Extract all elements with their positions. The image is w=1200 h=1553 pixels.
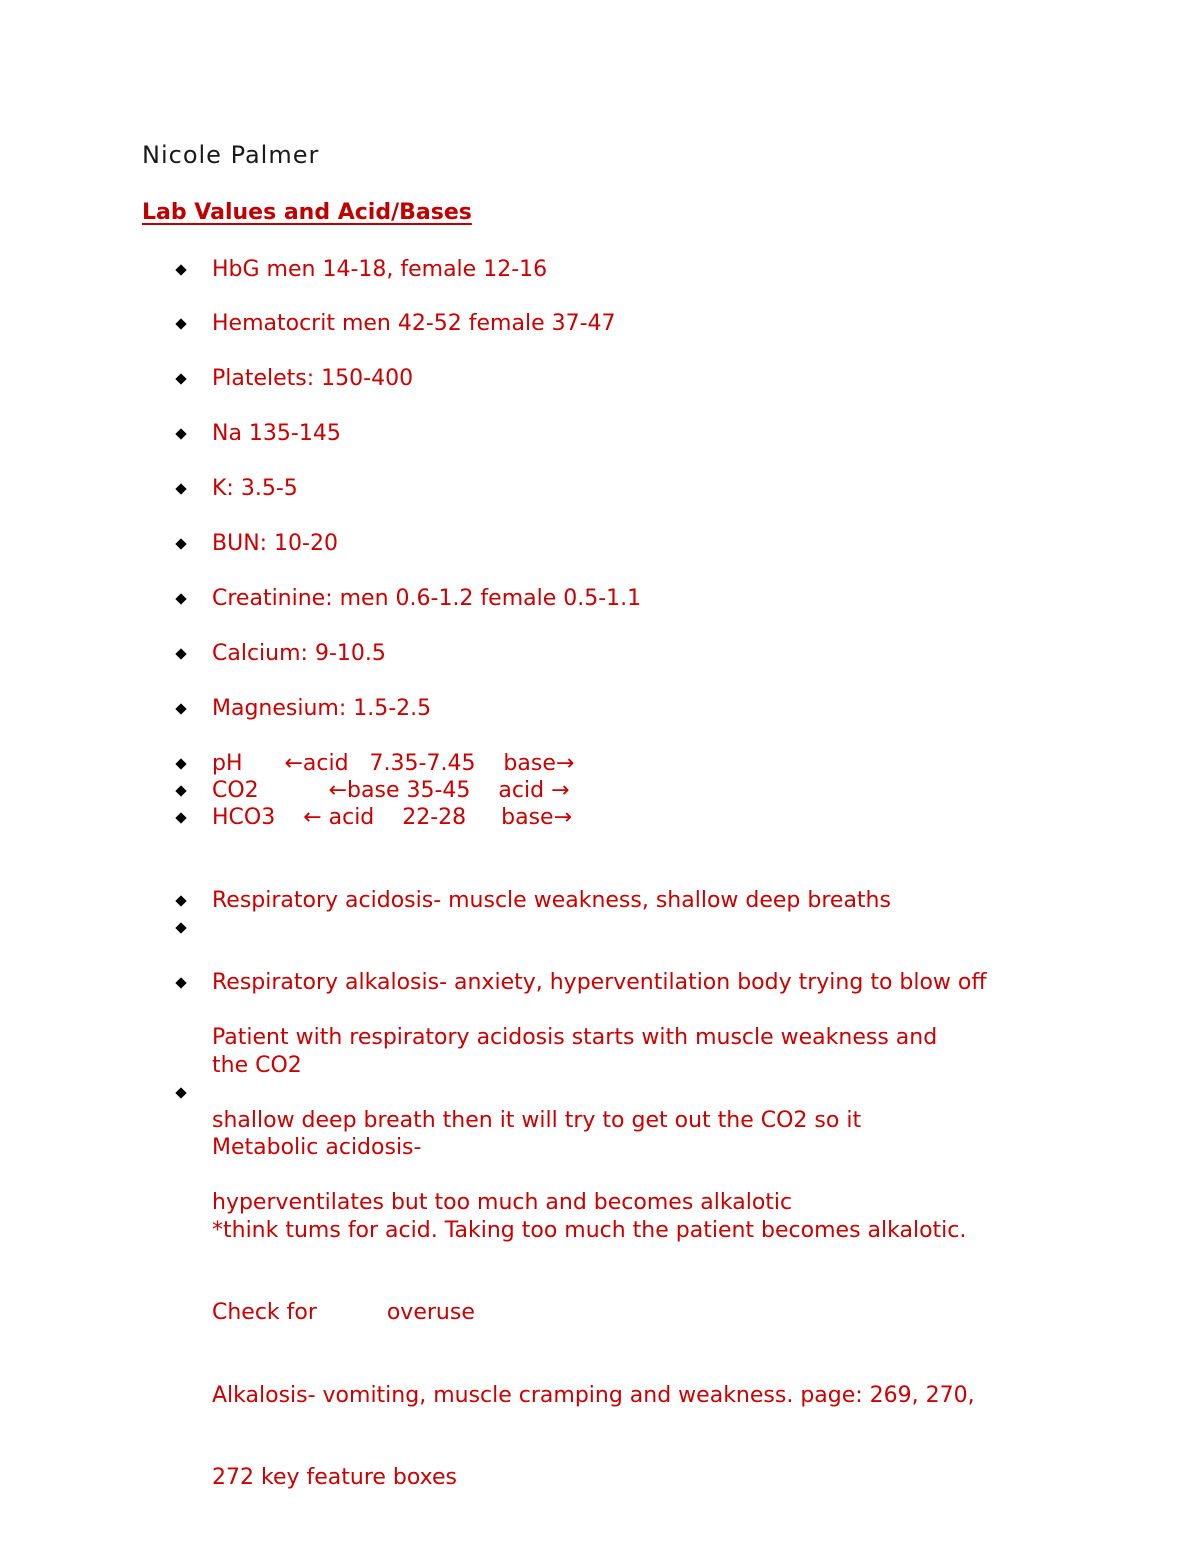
diamond-bullet-icon	[176, 1088, 187, 1099]
list-item: Calcium: 9-10.5	[176, 640, 204, 750]
diamond-bullet-icon	[176, 319, 187, 330]
diamond-bullet-icon	[176, 704, 187, 715]
diamond-bullet-icon	[176, 978, 187, 989]
diamond-bullet-icon	[176, 374, 187, 385]
document-title: Lab Values and Acid/Bases	[142, 200, 472, 225]
diamond-bullet-icon	[176, 484, 187, 495]
list-item: Respiratory acidosis- muscle weakness, shallow deep breaths	[176, 887, 204, 997]
list-item: Creatinine: men 0.6-1.2 female 0.5-1.1	[176, 585, 204, 695]
list-item: Na 135-145	[176, 420, 204, 530]
author-name: Nicole Palmer	[142, 141, 320, 169]
list-item: K: 3.5-5	[176, 475, 204, 585]
list-item: Respiratory alkalosis- anxiety, hyperventilation body trying to blow off the CO2	[176, 914, 204, 1024]
list-item: Hematocrit men 42-52 female 37-47	[176, 310, 204, 420]
list-item: CO2 ←base 35-45 acid →	[176, 777, 204, 887]
list-item: Magnesium: 1.5-2.5	[176, 695, 204, 805]
diamond-bullet-icon	[176, 786, 187, 797]
diamond-bullet-icon	[176, 923, 187, 934]
diamond-bullet-icon	[176, 429, 187, 440]
diamond-bullet-icon	[176, 896, 187, 907]
list-item: HCO3 ← acid 22-28 base→	[176, 804, 204, 914]
list-item: HbG men 14-18, female 12-16	[176, 256, 204, 366]
diamond-bullet-icon	[176, 759, 187, 770]
diamond-bullet-icon	[176, 649, 187, 660]
list-item: BUN: 10-20	[176, 530, 204, 640]
diamond-bullet-icon	[176, 539, 187, 550]
list-item: Platelets: 150-400	[176, 365, 204, 475]
diamond-bullet-icon	[176, 813, 187, 824]
diamond-bullet-icon	[176, 594, 187, 605]
list-item: Metabolic acidosis- *think tums for acid. Taking too much the patient becomes alkalotic. Check for overuse Alkalosis- vomiting, muscle cramping and weakness. page: 269, 270, 272 key feature boxes	[176, 1079, 204, 1189]
diamond-bullet-icon	[176, 265, 187, 276]
list-item: Patient with respiratory acidosis starts with muscle weakness and shallow deep breath then it will try to get out the CO2 so it hyperventilates but too much and becomes alkalotic	[176, 969, 204, 1079]
list-item: pH ←acid 7.35-7.45 base→	[176, 750, 204, 860]
